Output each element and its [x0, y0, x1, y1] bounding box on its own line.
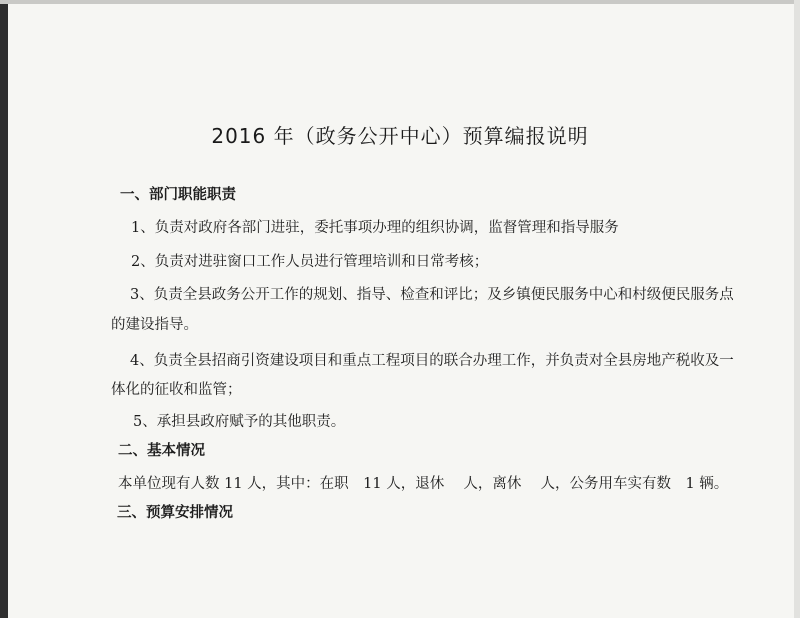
- duty-item-2: 2、负责对进驻窗口工作人员进行管理培训和日常考核；: [131, 254, 489, 270]
- duty-item-3: 3、负责全县政务公开工作的规划、指导、检查和评比；及乡镇便民服务中心和村级便民服务点: [130, 287, 734, 303]
- duty-item-3-continued: 的建设指导。: [111, 317, 198, 333]
- duty-item-1: 1、负责对政府各部门进驻，委托事项办理的组织协调，监督管理和指导服务: [131, 220, 619, 236]
- document-title: 2016 年（政务公开中心）预算编报说明: [211, 124, 589, 148]
- duty-item-5: 5、承担县政府赋予的其他职责。: [133, 414, 346, 430]
- section-3-heading: 三、预算安排情况: [117, 505, 233, 521]
- duty-item-4-continued: 体化的征收和监管；: [111, 382, 242, 398]
- section-2-heading: 二、基本情况: [118, 443, 205, 459]
- scan-edge-left: [0, 0, 8, 618]
- scan-edge-right: [794, 0, 800, 618]
- duty-item-4: 4、负责全县招商引资建设项目和重点工程项目的联合办理工作，并负责对全县房地产税收及一: [130, 353, 734, 369]
- basic-info-text: 本单位现有人数 11 人，其中：在职 11 人，退休 人，离休 人，公务用车实有数 1 辆。: [118, 476, 729, 492]
- section-1-heading: 一、部门职能职责: [120, 187, 236, 203]
- scan-edge-top: [0, 0, 800, 4]
